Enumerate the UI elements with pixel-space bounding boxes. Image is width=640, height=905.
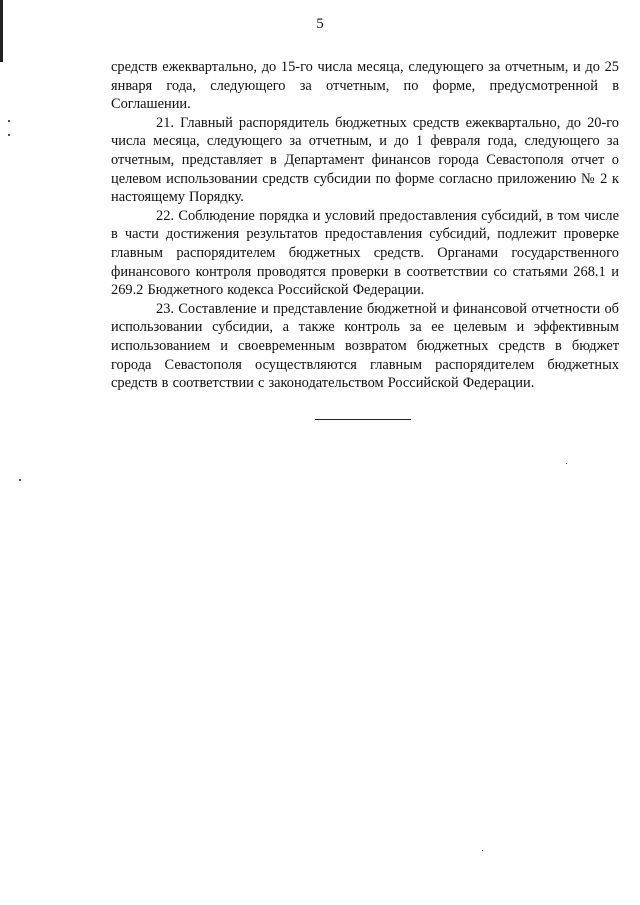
paragraph-21: 21. Главный распорядитель бюджетных средств ежеквартально, до 20-го числа месяца, следующего за отчетным, и до 1 февраля года, следующего за отчетным, представляет в Департамент финансов города Севастополя отчет о целевом использовании средств субсидии по форме согласно приложению № 2 к настоящему Порядку. bbox=[111, 114, 619, 206]
scan-speck bbox=[482, 850, 483, 851]
document-body bbox=[111, 58, 619, 393]
scan-speck bbox=[566, 463, 567, 464]
scan-speck bbox=[19, 479, 21, 481]
scan-speck bbox=[8, 120, 10, 122]
end-divider-line bbox=[315, 419, 411, 420]
scan-speck bbox=[8, 134, 10, 136]
paragraph-22: 22. Соблюдение порядка и условий предоставления субсидий, в том числе в части достижения результатов предоставления субсидий, подлежит проверке главным распорядителем бюджетных средств. Органами государственного финансового контроля проводятся проверки в соответствии со статьями 268.1 и 269.2 Бюджетного кодекса Российской Федерации. bbox=[111, 207, 619, 299]
paragraph-continuation: средств ежеквартально, до 15-го числа месяца, следующего за отчетным, и до 25 января года, следующего за отчетным, по форме, предусмотренной в Соглашении. bbox=[111, 59, 619, 113]
page-number: 5 bbox=[316, 16, 324, 32]
paragraph-23: 23. Составление и представление бюджетной и финансовой отчетности об использовании субсидии, а также контроль за ее целевым и эффективным использованием и своевременным возвратом бюджетных средств в бюджет города Севастополя осуществляются главным распорядителем бюджетных средств в соответствии с законодательством Российской Федерации. bbox=[111, 300, 619, 392]
